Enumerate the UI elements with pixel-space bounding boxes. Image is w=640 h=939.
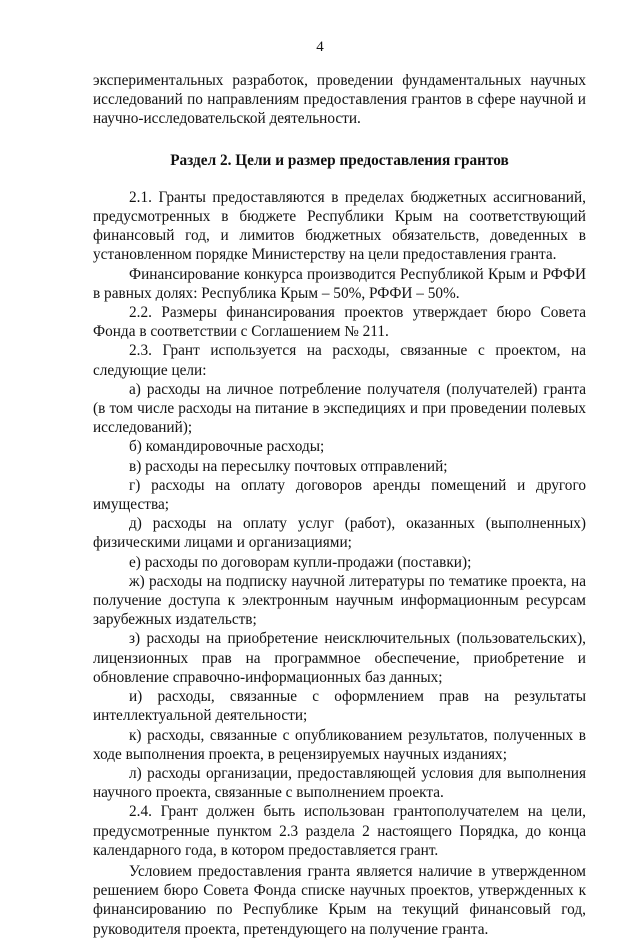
list-item-zh: ж) расходы на подписку научной литературы по тематике проекта, на получение доступа к электронным научным информационным ресурсам зарубежных издательств; (93, 572, 586, 629)
list-item-b: б) командировочные расходы; (129, 438, 325, 456)
continuation-paragraph: экспериментальных разработок, проведении фундаментальных научных исследований по направлениям предоставления грантов в сфере научной и научно-исследовательской деятельности. (93, 72, 586, 128)
page-number: 4 (316, 39, 324, 55)
financing-paragraph: Финансирование конкурса производится Республикой Крым и РФФИ в равных долях: Республика Крым – 50%, РФФИ – 50%. (93, 265, 586, 302)
list-item-v: в) расходы на пересылку почтовых отправлений; (129, 457, 448, 475)
section-title: Раздел 2. Цели и размер предоставления грантов (170, 151, 509, 169)
paragraph-2-2: 2.2. Размеры финансирования проектов утверждает бюро Совета Фонда в соответствии с Соглашением № 211. (93, 304, 586, 341)
condition-paragraph: Условием предоставления гранта является наличие в утвержденном решением бюро Совета Фонда списке научных проектов, утвержденных к финансированию по Республике Крым на текущий финансовый год, руководителя проекта, претендующего на получение гранта. (93, 862, 586, 938)
paragraph-2-4: 2.4. Грант должен быть использован грантополучателем на цели, предусмотренные пунктом 2.3 раздела 2 настоящего Порядка, до конца календарного года, в котором предоставляется грант. (93, 803, 586, 859)
paragraph-2-1: 2.1. Гранты предоставляются в пределах бюджетных ассигнований, предусмотренных в бюджете Республики Крым на соответствующий финансовый год, и лимитов бюджетных обязательств, доведенных в установленном порядке Министерству на цели предоставления гранта. (93, 188, 586, 264)
list-item-i: и) расходы, связанные с оформлением прав на результаты интеллектуальной деятельности; (93, 688, 586, 725)
list-item-z: з) расходы на приобретение неисключительных (пользовательских), лицензионных прав на программное обеспечение, приобретение и обновление справочно-информационных баз данных; (93, 630, 586, 686)
list-item-k: к) расходы, связанные с опубликованием результатов, полученных в ходе выполнения проекта, в рецензируемых научных изданиях; (93, 726, 586, 763)
paragraph-2-3: 2.3. Грант используется на расходы, связанные с проектом, на следующие цели: (93, 342, 586, 379)
list-item-e: е) расходы по договорам купли-продажи (поставки); (129, 553, 472, 571)
list-item-d: д) расходы на оплату услуг (работ), оказанных (выполненных) физическими лицами и организациями; (93, 515, 586, 552)
list-item-a: а) расходы на личное потребление получателя (получателей) гранта (в том числе расходы на питание в экспедициях и при проведении полевых исследований); (93, 380, 586, 437)
document-body (93, 71, 586, 939)
list-item-l: л) расходы организации, предоставляющей условия для выполнения научного проекта, связанные с выполнением проекта. (93, 764, 586, 802)
list-item-g: г) расходы на оплату договоров аренды помещений и другого имущества; (93, 476, 586, 514)
